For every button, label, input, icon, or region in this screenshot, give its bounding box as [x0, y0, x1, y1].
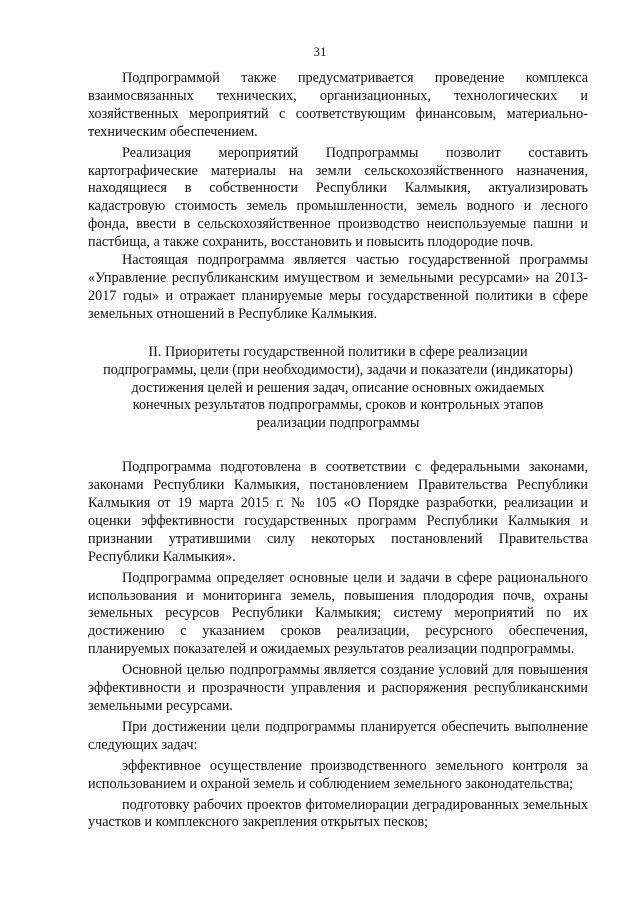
paragraph-task-control: эффективное осуществление производственного земельного контроля за использованием и охраной земель и соблюдением земельного законодательства; [88, 757, 588, 792]
paragraph-implementation: Реализация мероприятий Подпрограммы позволит составить картографические материалы на земли сельскохозяйственного назначения, находящиеся в собственности Республики Калмыкия, актуализировать кадастровую стоимость земель промышленности, земель водного и лесного фонда, ввести в сельскохозяйственное производство неиспользуемые пашни и пастбища, а также сохранить, восстановить и повысить плодородие почв. [88, 144, 588, 251]
paragraph-legal-basis: Подпрограмма подготовлена в соответствии с федеральными законами, законами Республики Калмыкия, постановлением Правительства Республики Калмыкия от 19 марта 2015 г. № 105 «О Порядке разработки, реализации и оценки эффективности государственных программ Республики Калмыкия и признании утратившими силу некоторых постановлений Правительства Республики Калмыкия». [88, 459, 588, 565]
heading-line: реализации подпрограммы [256, 415, 420, 432]
page-number: 31 [313, 44, 327, 59]
paragraph-goals-tasks: Подпрограмма определяет основные цели и задачи в сфере рационального использования и мониторинга земель, повышения плодородия почв, охраны земельных ресурсов Республики Калмыкия; систему мероприятий по их достижению с указанием сроков реализации, ресурсного обеспечения, планируемых показателей и ожидаемых результатов реализации подпрограммы. [88, 569, 588, 658]
paragraph-task-phytomelioration: подготовку рабочих проектов фитомелиорации деградированных земельных участков и комплексного закрепления открытых песков; [88, 796, 588, 831]
paragraph-complex-measures: Подпрограммой также предусматривается проведение комплекса взаимосвязанных технических, организационных, технологических и хозяйственных мероприятий с соответствующим финансовым, материально-техническим обеспечением. [88, 70, 588, 140]
paragraph-program-part: Настоящая подпрограмма является частью государственной программы «Управление республиканским имуществом и земельными ресурсами» на 2013-2017 годы» и отражает планируемые меры государственной политики в сфере земельных отношений в Республике Калмыкия. [88, 252, 588, 322]
section-heading [88, 344, 588, 434]
heading-line: II. Приоритеты государственной политики в сфере реализации [148, 343, 528, 360]
heading-line: подпрограммы, цели (при необходимости), задачи и показатели (индикаторы) [103, 361, 573, 378]
page-body [88, 70, 588, 832]
paragraph-main-goal: Основной целью подпрограммы является создание условий для повышения эффективности и прозрачности управления и распоряжения республиканскими земельными ресурсами. [88, 662, 588, 714]
heading-line: конечных результатов подпрограммы, сроков и контрольных этапов [132, 397, 544, 414]
paragraph-tasks-intro: При достижении цели подпрограммы планируется обеспечить выполнение следующих задач: [88, 718, 588, 753]
heading-line: достижения целей и решения задач, описание основных ожидаемых [131, 379, 545, 396]
